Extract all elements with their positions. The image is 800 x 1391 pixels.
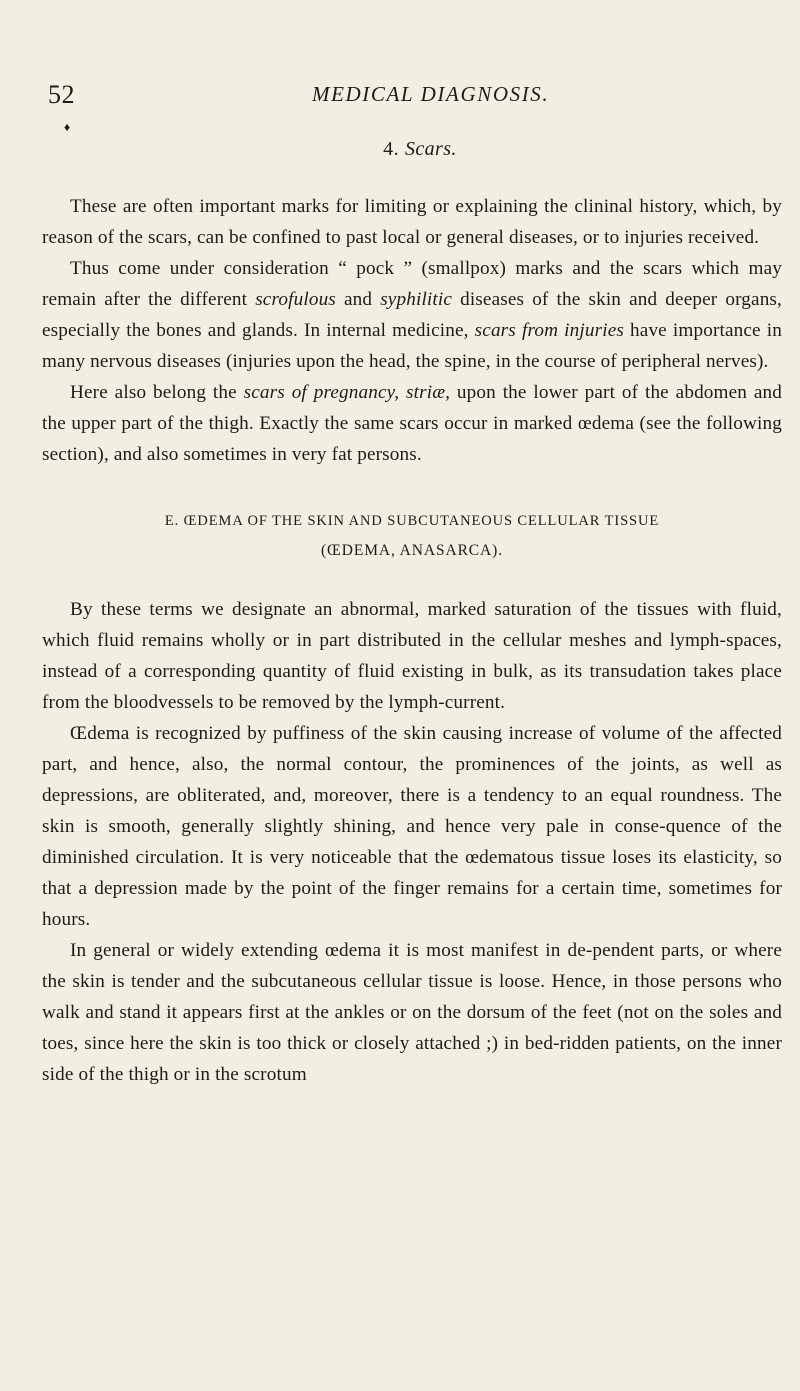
subsection-heading-line: (ŒDEMA, ANASARCA). [321, 542, 503, 559]
paragraph: By these terms we designate an abnormal, marked saturation of the tissues with fluid, which fluid remains wholly or in part distributed in the cellular meshes and lymph-spaces, instead of a corresponding quantity of fluid existing in bulk, as its transudation takes place from the bloodvessels to be removed by the lymph-current. [42, 599, 782, 713]
oedema-text-block [42, 594, 782, 1090]
emphasis: scars of pregnancy, striæ, [243, 382, 451, 403]
section-title: Scars. [404, 138, 457, 160]
scars-text-block [42, 191, 782, 470]
text-run: upon the lower part of the abdomen and the upper part of the thigh. Exactly the same scars occur in marked œdema (see the following section), and also sometimes in very fat persons. [42, 382, 782, 465]
paragraph [42, 253, 782, 377]
section-number: 4. [383, 138, 399, 160]
running-head [42, 78, 782, 108]
emphasis: scrofulous [255, 289, 336, 310]
stray-print-mark: ♦ [64, 120, 71, 134]
emphasis: syphilitic [380, 289, 453, 310]
text-run: Thus come under consideration “ pock ” (smallpox) marks and the scars which may remain after the different [42, 258, 782, 310]
section-heading-scars [42, 138, 782, 161]
text-run: diseases of the skin and deeper organs, especially the bones and glands. In internal medicine, [42, 289, 783, 341]
paragraph [42, 377, 782, 470]
text-run: Here also belong the [70, 382, 244, 403]
paragraph: Œdema is recognized by puffiness of the skin causing increase of volume of the affected part, and hence, also, the normal contour, the prominences of the joints, as well as depressions, are obliterated, and, moreover, there is a tendency to an equal roundness. The skin is smooth, generally slightly shining, and hence very pale in conse-quence of the diminished circulation. It is very noticeable that the œdematous tissue loses its elasticity, so that a depression made by the point of the finger remains for a certain time, sometimes for hours. [42, 723, 782, 930]
running-title: MEDICAL DIAGNOSIS. [312, 82, 550, 106]
subsection-heading-oedema [42, 506, 782, 566]
text-run: have importance in many nervous diseases (injuries upon the head, the spine, in the course of peripheral nerves). [42, 320, 782, 372]
text-run: and [335, 289, 381, 310]
emphasis: scars from injuries [474, 320, 624, 341]
subsection-heading-line: E. ŒDEMA OF THE SKIN AND SUBCUTANEOUS CELLULAR TISSUE [164, 513, 660, 529]
paragraph: In general or widely extending œdema it is most manifest in de-pendent parts, or where the skin is tender and the subcutaneous cellular tissue is loose. Hence, in those persons who walk and stand it appears first at the ankles or on the dorsum of the feet (not on the soles and toes, since here the skin is too thick or closely attached ;) in bed-ridden patients, on the inner side of the thigh or in the scrotum [42, 940, 782, 1085]
paragraph: These are often important marks for limiting or explaining the clininal history, which, by reason of the scars, can be confined to past local or general diseases, or to injuries received. [42, 196, 782, 248]
page-number: 52 [48, 80, 75, 109]
